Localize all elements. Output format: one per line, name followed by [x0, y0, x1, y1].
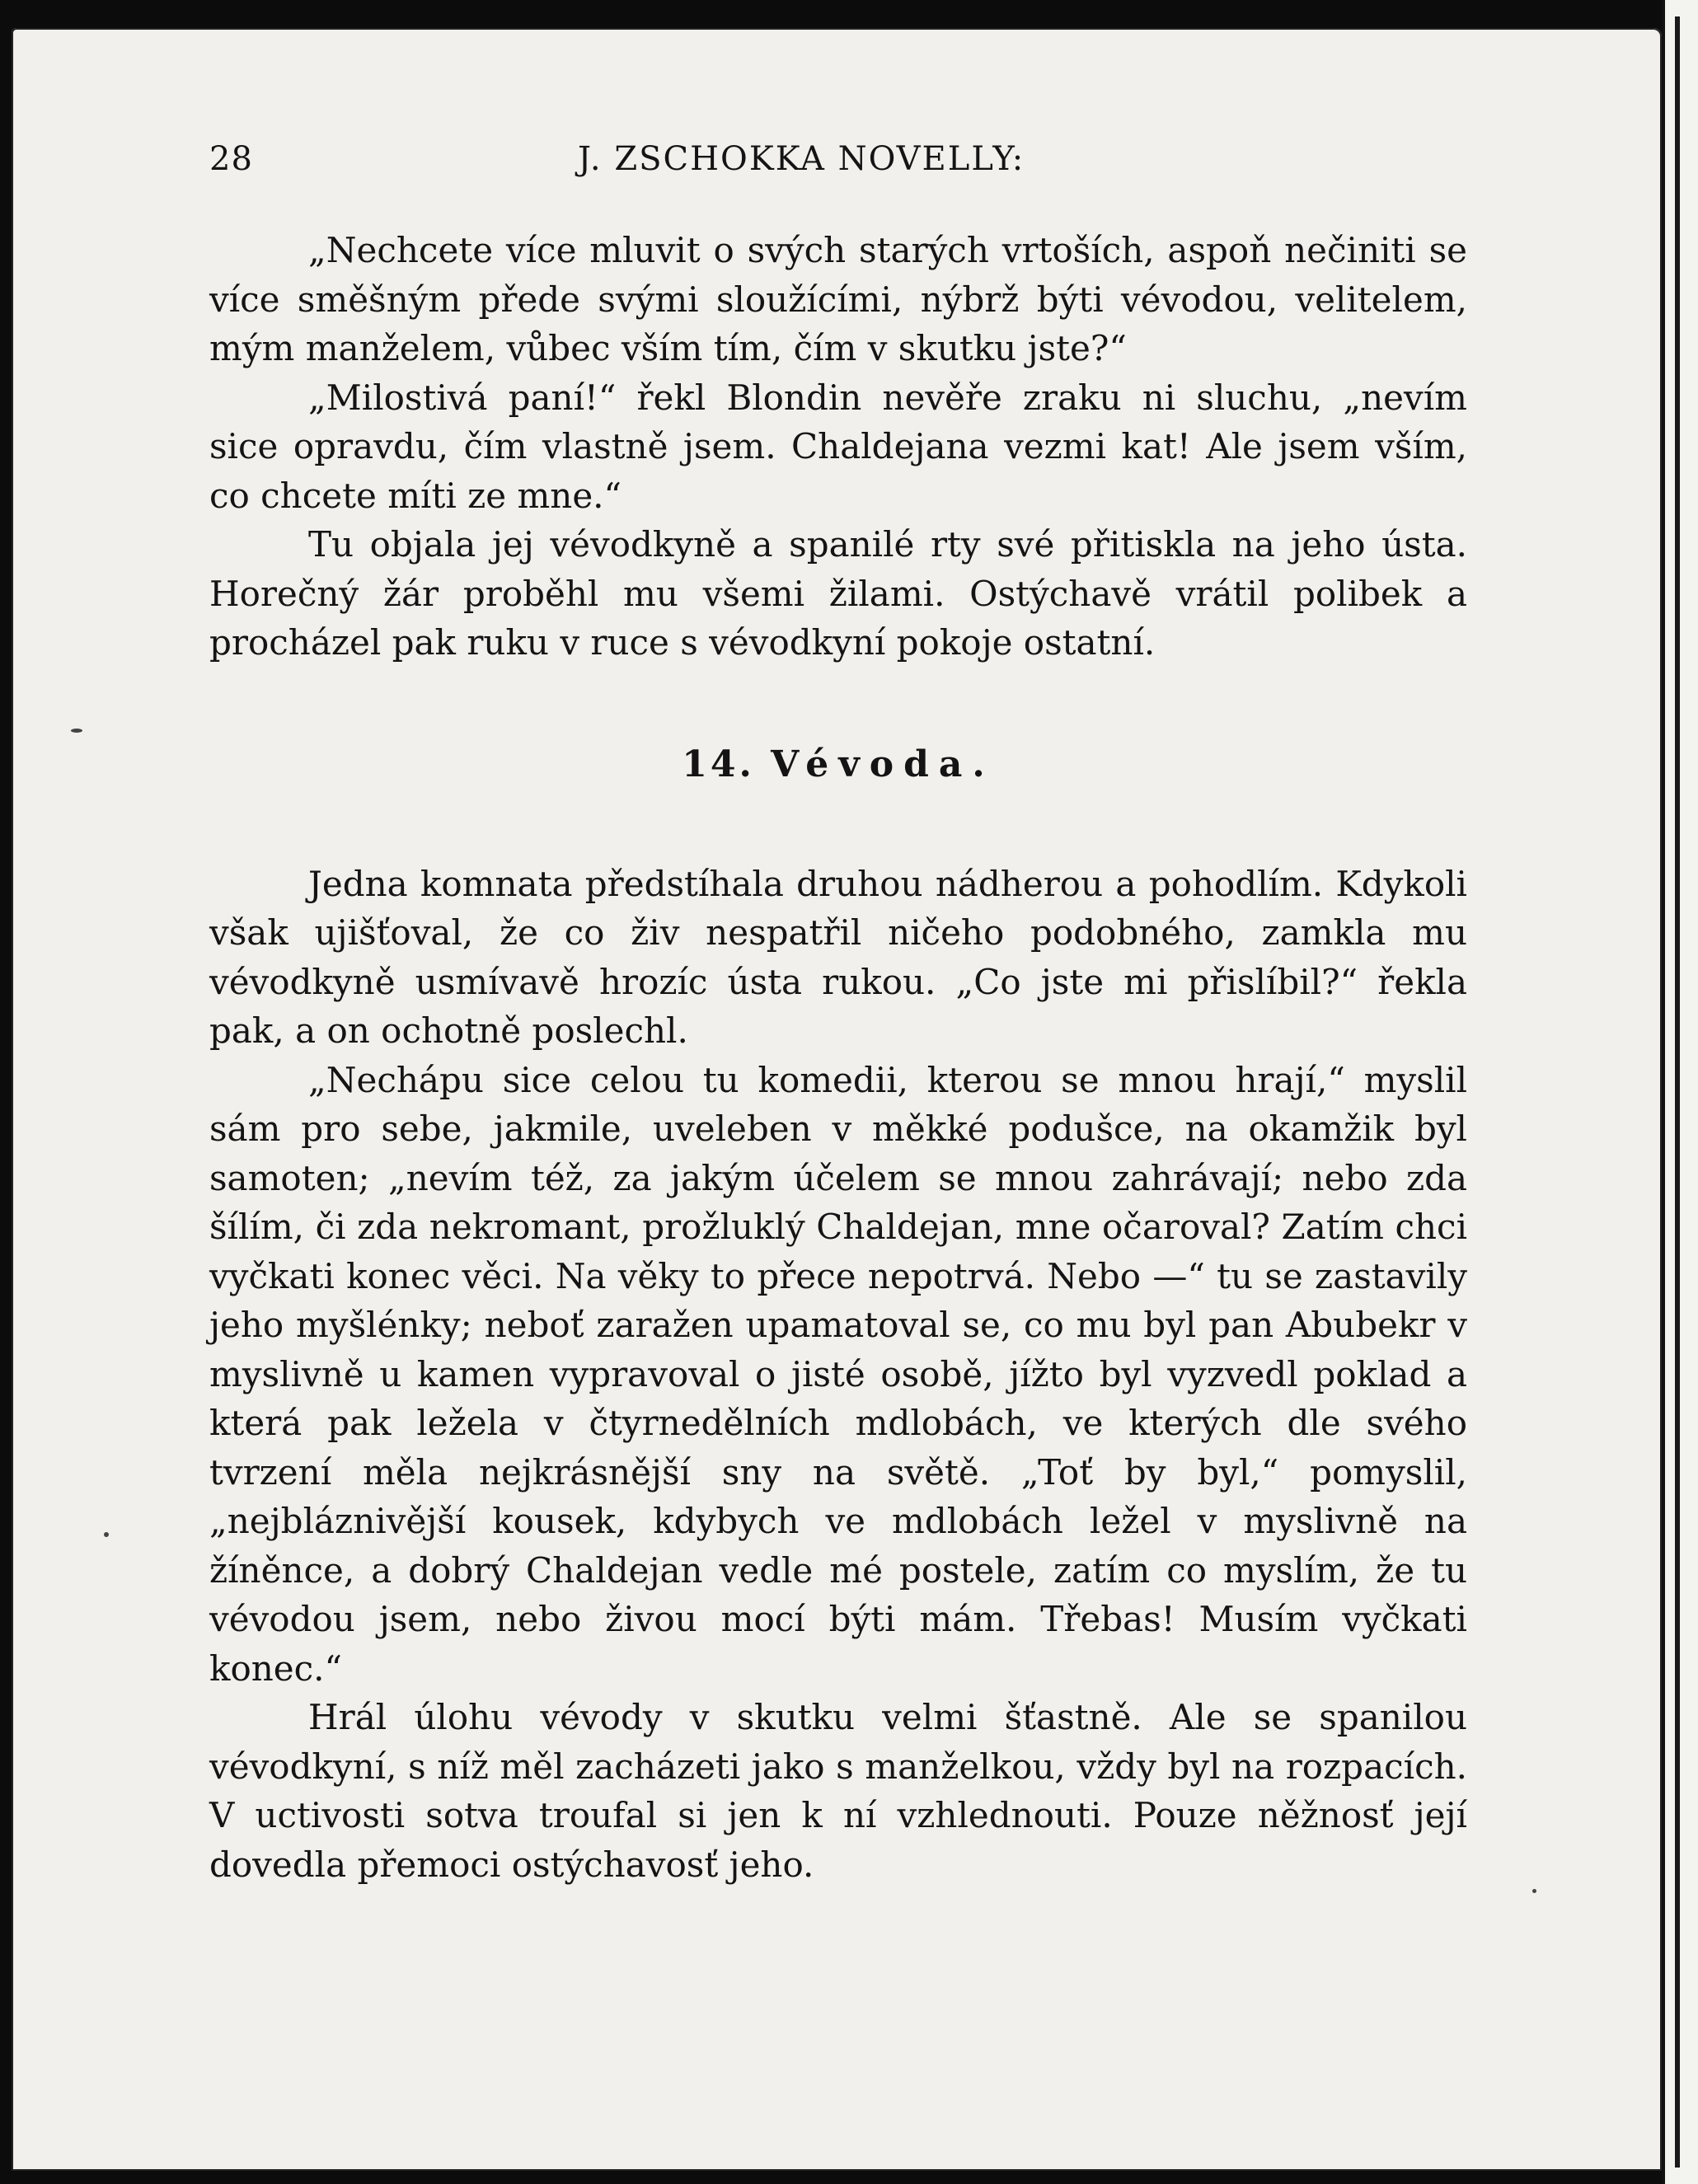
paper-speck [71, 729, 82, 733]
running-title: J. ZSCHOKKA NOVELLY: [578, 140, 1025, 178]
chapter-number: 14. [682, 743, 755, 785]
paragraph: Jedna komnata předstíhala druhou nádherou a pohodlím. Kdykoli však ujišťoval, že co živ nespatřil ničeho podobného, zamkla mu vévodkyně usmívavě hrozíc ústa rukou. „Co jste mi přislíbil?“ řekla pak, a on ochotně poslechl. [209, 863, 1467, 1051]
page-content [209, 140, 1467, 1889]
paragraph: Tu objala jej vévodkyně a spanilé rty své přitiskla na jeho ústa. Horečný žár proběhl mu všemi žilami. Ostýchavě vrátil polibek a procházel pak ruku v ruce s vévodkyní pokoje ostatní. [209, 524, 1467, 663]
page-number: 28 [209, 140, 253, 178]
chapter-heading [209, 743, 1467, 785]
text-block-2 [209, 860, 1467, 1890]
paragraph: Hrál úlohu vévody v skutku velmi šťastně. Ale se spanilou vévodkyní, s níž měl zacházeti jako s manželkou, vždy byl na rozpacích. V uctivosti sotva troufal si jen k ní vzhlednouti. Pouze něžnosť její dovedla přemoci ostýchavosť jeho. [209, 1697, 1467, 1885]
running-header [209, 140, 1467, 198]
text-block-1 [209, 226, 1467, 668]
binding-edge [1675, 16, 1680, 2168]
scan-edge-strip [1662, 0, 1698, 2184]
paper-speck [104, 1532, 109, 1537]
paragraph: „Nechápu sice celou tu komedii, kterou se mnou hrají,“ myslil sám pro sebe, jakmile, uveleben v měkké podušce, na okamžik byl samoten; „nevím též, za jakým účelem se mnou zahrávají; nebo zda šílím, či zda nekromant, prožluklý Chaldejan, mne očaroval? Zatím chci vyčkati konec věci. Na věky to přece nepotrvá. Nebo —“ tu se zastavily jeho myšlénky; neboť zaražen upamatoval se, co mu byl pan Abubekr v myslivně u kamen vypravoval o jisté osobě, jížto byl vyzvedl poklad a která pak ležela v čtyrnedělních mdlobách, ve kterých dle svého tvrzení měla nejkrásnější sny na světě. „Toť by byl,“ pomyslil, „nejbláznivější kousek, kdybych ve mdlobách ležel v myslivně na žíněnce, a dobrý Chaldejan vedle mé postele, zatím co myslím, že tu vévodou jsem, nebo živou mocí býti mám. Třebas! Musím vyčkati konec.“ [209, 1059, 1467, 1689]
chapter-title: Vévoda. [771, 743, 995, 785]
paragraph: „Milostivá paní!“ řekl Blondin nevěře zraku ni sluchu, „nevím sice opravdu, čím vlastně jsem. Chaldejana vezmi kat! Ale jsem vším, co chcete míti ze mne.“ [209, 377, 1467, 516]
paper-speck [1532, 1889, 1536, 1893]
paragraph: „Nechcete více mluvit o svých starých vrtoších, aspoň nečiniti se více směšným přede svými sloužícími, nýbrž býti vévodou, velitelem, mým manželem, vůbec vším tím, čím v skutku jste?“ [209, 230, 1467, 368]
